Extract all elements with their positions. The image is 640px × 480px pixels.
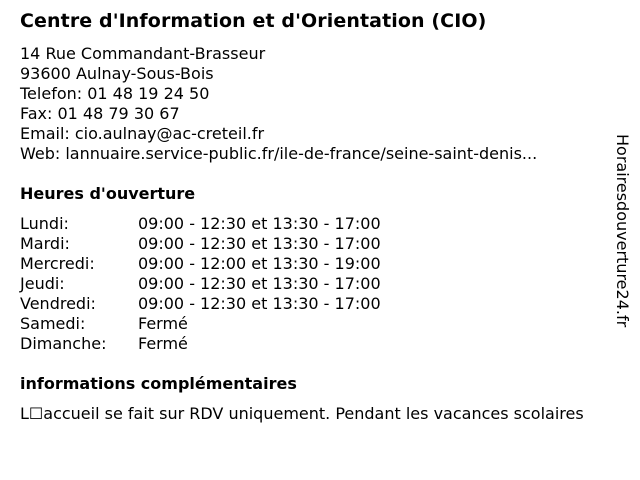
- contact-block: [20, 44, 537, 164]
- hours-value: 09:00 - 12:30 et 13:30 - 17:00: [138, 214, 381, 233]
- day-label: Mercredi:: [20, 254, 95, 273]
- hours-value: 09:00 - 12:30 et 13:30 - 17:00: [138, 234, 381, 253]
- hours-value: 09:00 - 12:30 et 13:30 - 17:00: [138, 274, 381, 293]
- additional-info-text: L☐accueil se fait sur RDV uniquement. Pendant les vacances scolaires: [20, 404, 584, 423]
- address-street: 14 Rue Commandant-Brasseur: [20, 44, 266, 63]
- address-city: 93600 Aulnay-Sous-Bois: [20, 64, 214, 83]
- day-label: Samedi:: [20, 314, 86, 333]
- additional-info-heading: informations complémentaires: [20, 374, 297, 393]
- website-link: Web: lannuaire.service-public.fr/ile-de-france/seine-saint-denis...: [20, 144, 538, 163]
- day-label: Vendredi:: [20, 294, 96, 313]
- day-label: Lundi:: [20, 214, 69, 233]
- day-label: Jeudi:: [20, 274, 65, 293]
- hours-value: 09:00 - 12:30 et 13:30 - 17:00: [138, 294, 381, 313]
- opening-hours-heading: Heures d'ouverture: [20, 184, 196, 203]
- phone-number: Telefon: 01 48 19 24 50: [20, 84, 210, 103]
- day-label: Dimanche:: [20, 334, 107, 353]
- hours-value: 09:00 - 12:00 et 13:30 - 19:00: [138, 254, 381, 273]
- watermark-text: Horairesdouverture24.fr: [613, 134, 632, 328]
- hours-value: Fermé: [138, 334, 188, 353]
- day-label: Mardi:: [20, 234, 70, 253]
- watermark: [612, 134, 632, 370]
- hours-value: Fermé: [138, 314, 188, 333]
- email-address: Email: cio.aulnay@ac-creteil.fr: [20, 124, 265, 143]
- fax-number: Fax: 01 48 79 30 67: [20, 104, 180, 123]
- page-title: Centre d'Information et d'Orientation (CIO): [20, 10, 487, 32]
